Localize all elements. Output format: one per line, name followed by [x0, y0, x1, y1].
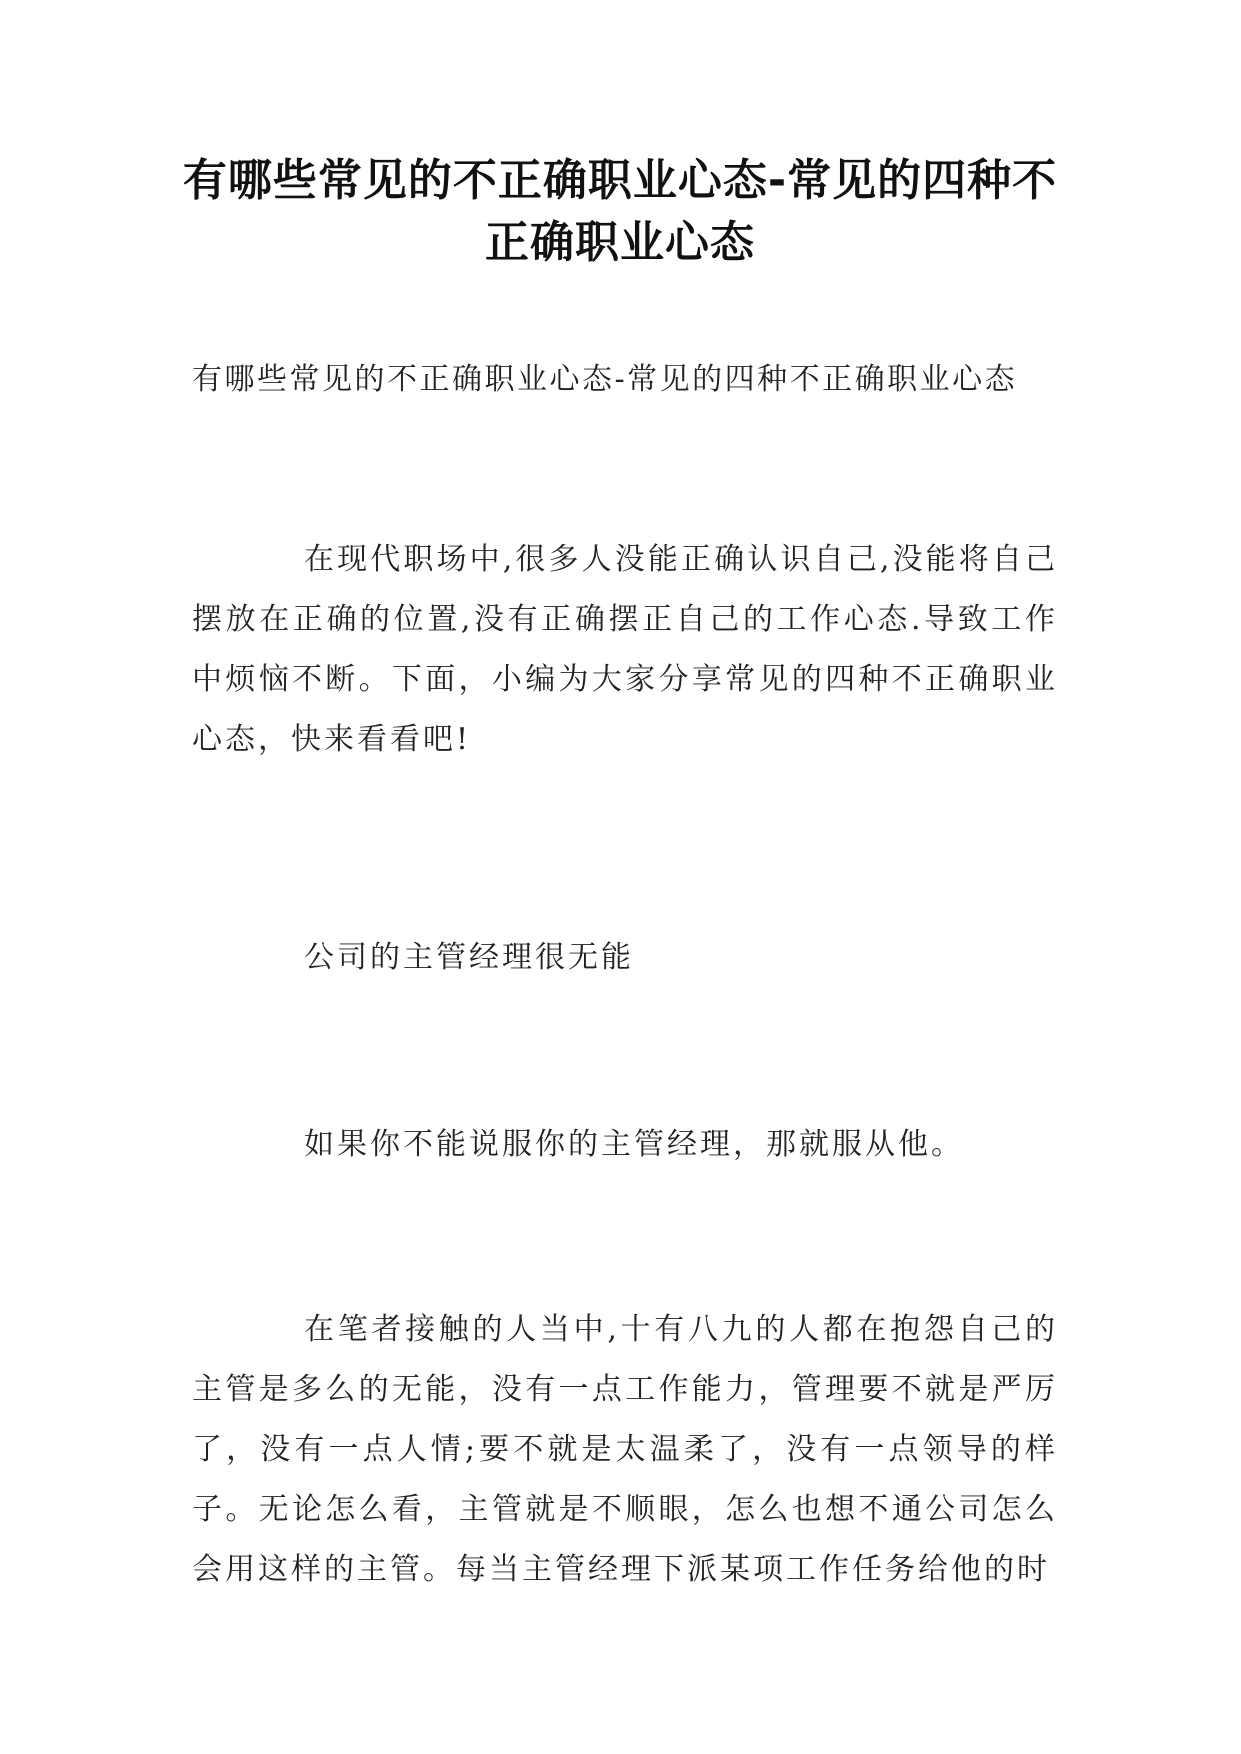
- paragraph-body: 在笔者接触的人当中,十有八九的人都在抱怨自己的主管是多么的无能，没有一点工作能力，管理要不就是严厉了，没有一点人情;要不就是太温柔了，没有一点领导的样子。无论怎么看，主管就是不顺眼，怎么也想不通公司怎么会用这样的主管。每当主管经理下派某项工作任务给他的时: [192, 1312, 1058, 1587]
- paragraph-intro: 在现代职场中,很多人没能正确认识自己,没能将自己摆放在正确的位置,没有正确摆正自己的工作心态.导致工作中烦恼不断。下面，小编为大家分享常见的四种不正确职业心态，快来看看吧!: [192, 542, 1058, 757]
- paragraph-advice: 如果你不能说服你的主管经理，那就服从他。: [304, 1127, 964, 1162]
- paragraph-heading: 公司的主管经理很无能: [304, 940, 634, 975]
- document-subtitle: 有哪些常见的不正确职业心态-常见的四种不正确职业心态: [192, 362, 1018, 397]
- document-title: 有哪些常见的不正确职业心态-常见的四种不正确职业心态: [182, 155, 1058, 268]
